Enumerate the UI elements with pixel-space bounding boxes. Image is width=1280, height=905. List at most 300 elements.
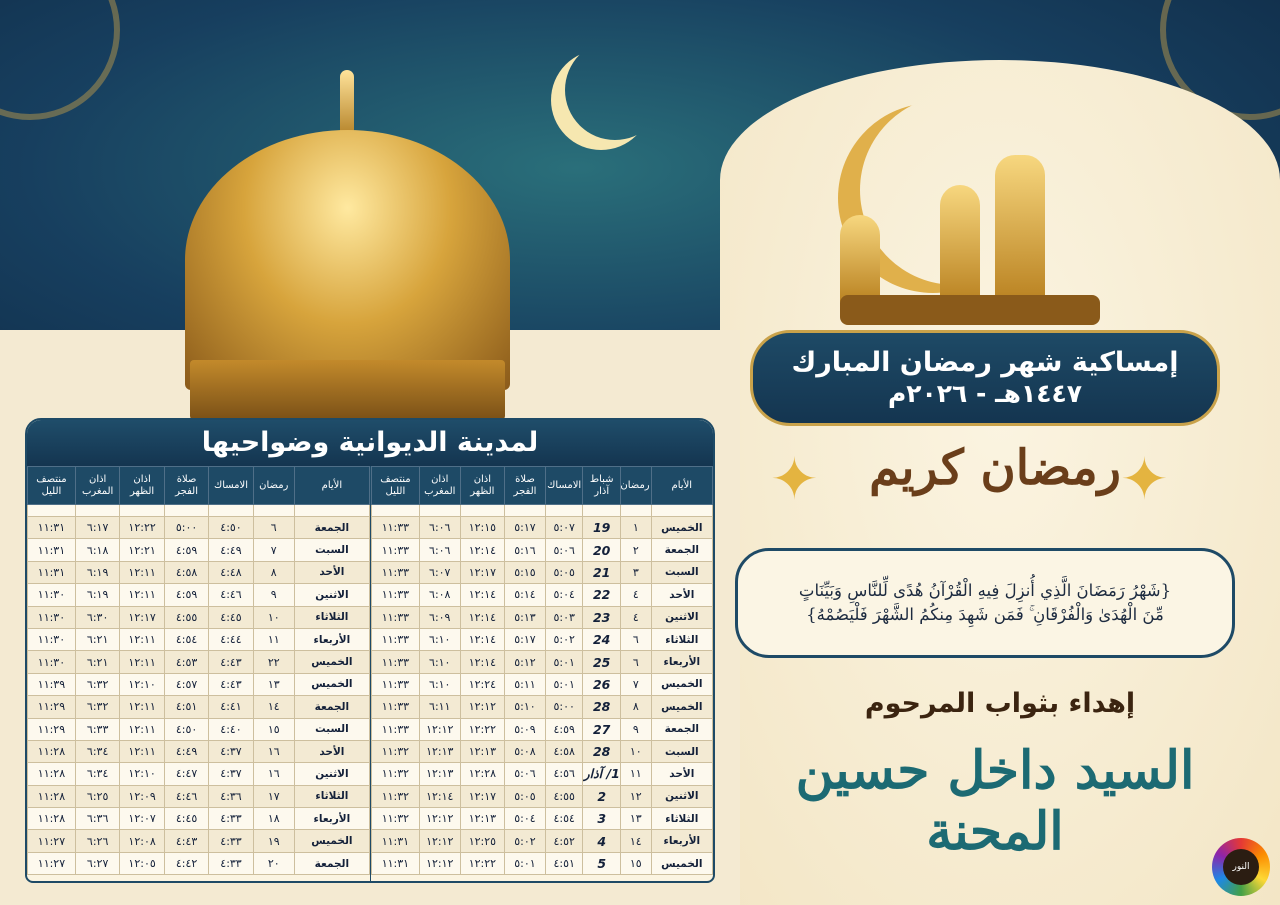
table-cell: ١١:٣٠ (28, 584, 76, 606)
table-cell: ١١:٢٩ (28, 696, 76, 718)
table-cell: ٤:٤٥ (209, 606, 253, 628)
deceased-name-calligraphy: السيد داخل حسين المحنة (795, 740, 1195, 862)
table-cell: ١ (620, 517, 651, 539)
table-cell: ٤:٣٧ (209, 763, 253, 785)
table-cell: ١٢:٢٢ (460, 852, 504, 874)
table-title: لمدينة الديوانية وضواحيها (27, 420, 713, 466)
table-cell: ١١:٢٨ (28, 740, 76, 762)
table-cell: ٣ (620, 561, 651, 583)
table-cell: ١٧ (253, 785, 294, 807)
spacer-cell (253, 505, 294, 517)
column-header: رمضان (620, 467, 651, 505)
table-cell: ٦:٠٦ (419, 517, 460, 539)
star-icon: ✦ (1120, 445, 1169, 513)
table-cell: ١٨ (253, 808, 294, 830)
spacer-row (28, 505, 370, 517)
table-cell: ١١:٣٢ (372, 763, 420, 785)
table-cell: ٤:٥٢ (545, 830, 583, 852)
table-row (372, 696, 713, 718)
spacer-cell (120, 505, 164, 517)
table-cell: ١١:٢٨ (28, 785, 76, 807)
table-cell: ٩ (253, 584, 294, 606)
table-cell: ١٢:٠٧ (120, 808, 164, 830)
star-icon: ✦ (770, 445, 819, 513)
title-banner (750, 330, 1220, 426)
spacer-cell (294, 505, 369, 517)
table-cell: ١٢:٢١ (120, 539, 164, 561)
table-cell: 3 (583, 808, 621, 830)
column-header: اذان المغرب (75, 467, 119, 505)
column-header: صلاة الفجر (505, 467, 546, 505)
table-cell: ٦:٢١ (75, 628, 119, 650)
table-cell: ٤ (620, 584, 651, 606)
table-row (28, 606, 370, 628)
dome-base (190, 360, 505, 420)
table-cell: الجمعة (651, 539, 712, 561)
table-cell: ٤:٤٩ (164, 740, 208, 762)
table-cell: ٤:٥٩ (164, 584, 208, 606)
table-row (372, 763, 713, 785)
table-cell: ١١:٣٣ (372, 651, 420, 673)
table-cell: ٥:٠٢ (505, 830, 546, 852)
table-cell: الجمعة (651, 718, 712, 740)
table-cell: ١١:٣٣ (372, 561, 420, 583)
table-cell: 26 (583, 673, 621, 695)
table-cell: ٥:١٢ (505, 651, 546, 673)
table-cell: ١٢:١٣ (419, 740, 460, 762)
table-cell: الخميس (294, 651, 369, 673)
table-cell: ١١:٣٢ (372, 785, 420, 807)
table-cell: ١٢:٢٥ (460, 830, 504, 852)
table-cell: 22 (583, 584, 621, 606)
table-cell: ٥:١٥ (505, 561, 546, 583)
table-cell: ١٢:١١ (120, 651, 164, 673)
banner-title: إمساكية شهر رمضان المبارك (791, 346, 1179, 378)
quran-verse-box (735, 548, 1235, 658)
table-row (372, 718, 713, 740)
table-cell: ١١:٣٣ (372, 673, 420, 695)
table-header-row (372, 467, 713, 505)
spacer-row (372, 505, 713, 517)
table-cell: ١١:٣٣ (372, 606, 420, 628)
table-cell: ٥:١١ (505, 673, 546, 695)
table-cell: ١١:٣٩ (28, 673, 76, 695)
table-cell: الأربعاء (294, 808, 369, 830)
spacer-cell (372, 505, 420, 517)
table-cell: ٦:١٨ (75, 539, 119, 561)
table-cell: السبت (651, 561, 712, 583)
table-cell: ١٢:١٢ (419, 808, 460, 830)
table-cell: ١٢:١٤ (460, 539, 504, 561)
table-cell: ٦:١٠ (419, 673, 460, 695)
table-row (372, 740, 713, 762)
table-cell: ١٥ (620, 852, 651, 874)
table-cell: ٦:٠٨ (419, 584, 460, 606)
table-cell: ٤:٥٤ (545, 808, 583, 830)
table-cell: ١١:٣١ (28, 539, 76, 561)
table-cell: السبت (294, 718, 369, 740)
table-row (28, 673, 370, 695)
table-row (28, 852, 370, 874)
table-row (372, 852, 713, 874)
table-cell: ٦:٣٠ (75, 606, 119, 628)
table-cell: ٢٠ (253, 852, 294, 874)
table-cell: ١٢:١٤ (460, 584, 504, 606)
table-cell: ٦:١٠ (419, 651, 460, 673)
table-cell: الأحد (651, 584, 712, 606)
table-row (28, 561, 370, 583)
table-row (372, 628, 713, 650)
table-cell: 21 (583, 561, 621, 583)
table-cell: ٥:٠٤ (545, 584, 583, 606)
table-cell: ٨ (620, 696, 651, 718)
table-cell: ١٥ (253, 718, 294, 740)
table-cell: ١١:٣٠ (28, 628, 76, 650)
spacer-cell (545, 505, 583, 517)
table-cell: ٦:٣٤ (75, 740, 119, 762)
table-cell: ٦:٢١ (75, 651, 119, 673)
table-cell: ٦:٣٣ (75, 718, 119, 740)
table-row (372, 606, 713, 628)
table-cell: ٥:٠٦ (545, 539, 583, 561)
column-header: الأيام (294, 467, 369, 505)
table-cell: ١١:٣٣ (372, 696, 420, 718)
table-row (28, 696, 370, 718)
table-cell: الأحد (294, 740, 369, 762)
table-cell: ٦ (620, 628, 651, 650)
table-cell: ٤:٥٩ (545, 718, 583, 740)
table-row (372, 539, 713, 561)
table-cell: ١٢:١٣ (460, 740, 504, 762)
table-cell: ١٢:٠٩ (120, 785, 164, 807)
column-header: الامساك (545, 467, 583, 505)
table-cell: ٤:٥١ (545, 852, 583, 874)
table-row (28, 517, 370, 539)
dome-cap (185, 130, 510, 390)
table-cell: ٦:٢٥ (75, 785, 119, 807)
table-cell: الثلاثاء (651, 808, 712, 830)
table-cell: ٨ (253, 561, 294, 583)
table-cell: الاثنين (651, 785, 712, 807)
table-cell: ٤:٤٧ (164, 763, 208, 785)
table-cell: ٦:١٠ (419, 628, 460, 650)
table-cell: ٦:١٩ (75, 561, 119, 583)
table-cell: ٤:٤٨ (209, 561, 253, 583)
table-cell: 24 (583, 628, 621, 650)
table-cell: 28 (583, 696, 621, 718)
table-cell: ١١:٣٠ (28, 606, 76, 628)
quran-verse-text: {شَهْرُ رَمَضَانَ الَّذِي أُنزِلَ فِيهِ الْقُرْآنُ هُدًى لِّلنَّاسِ وَبَيِّنَاتٍ مِّنَ الْهُدَىٰ وَالْفُرْقَانِ ۚ فَمَن شَهِدَ مِنكُمُ الشَّهْرَ فَلْيَصُمْهُ} (798, 581, 1172, 624)
table-cell: ١١:٣٠ (28, 651, 76, 673)
column-header: الامساك (209, 467, 253, 505)
prayer-timetable (25, 418, 715, 883)
table-row (28, 584, 370, 606)
table-cell: الأربعاء (651, 830, 712, 852)
table-cell: ١٠ (253, 606, 294, 628)
table-cell: ١٢:١٢ (460, 696, 504, 718)
table-cell: السبت (294, 539, 369, 561)
spacer-cell (209, 505, 253, 517)
table-cell: ٦:١٩ (75, 584, 119, 606)
table-cell: ٤:٥٩ (164, 539, 208, 561)
table-cell: ٤:٣٣ (209, 808, 253, 830)
table-cell: الثلاثاء (651, 628, 712, 650)
table-cell: 19 (583, 517, 621, 539)
table-cell: ١٢:٢٤ (460, 673, 504, 695)
table-cell: الخميس (294, 673, 369, 695)
spacer-cell (620, 505, 651, 517)
table-cell: ١٢:١٧ (120, 606, 164, 628)
table-cell: ١١:٣١ (28, 517, 76, 539)
table-cell: ٥:٠٧ (545, 517, 583, 539)
spacer-cell (651, 505, 712, 517)
table-cell: ٥:١٠ (505, 696, 546, 718)
table-cell: ٤:٥٥ (545, 785, 583, 807)
table-row (28, 651, 370, 673)
table-cell: ٥:٠٣ (545, 606, 583, 628)
table-cell: ١٣ (620, 808, 651, 830)
column-header: الأيام (651, 467, 712, 505)
table-cell: ١٦ (253, 763, 294, 785)
dates-tray (840, 295, 1100, 325)
table-cell: الأحد (294, 561, 369, 583)
table-cell: ٤:٤٩ (209, 539, 253, 561)
table-cell: ٥:٠٦ (505, 763, 546, 785)
table-cell: ٤:٤٣ (164, 830, 208, 852)
table-row (372, 561, 713, 583)
table-cell: ٤:٤٦ (209, 584, 253, 606)
table-cell: ٥:١٧ (505, 628, 546, 650)
table-cell: ١١:٢٧ (28, 852, 76, 874)
timetable-first-half (370, 466, 713, 881)
table-row (28, 763, 370, 785)
column-header: رمضان (253, 467, 294, 505)
table-cell: الثلاثاء (294, 606, 369, 628)
table-cell: ٦:٢٦ (75, 830, 119, 852)
table-cell: ٤:٤٣ (209, 651, 253, 673)
table-cell: ٦:٠٩ (419, 606, 460, 628)
table-cell: 20 (583, 539, 621, 561)
column-header: اذان المغرب (419, 467, 460, 505)
channel-logo (1212, 838, 1270, 896)
spacer-cell (164, 505, 208, 517)
table-cell: ٦:٣٢ (75, 673, 119, 695)
table-cell: ٦:٢٧ (75, 852, 119, 874)
table-cell: ٤:٥٧ (164, 673, 208, 695)
table-cell: ٤:٤٣ (209, 673, 253, 695)
spacer-cell (505, 505, 546, 517)
table-cell: ٥:٠٥ (545, 561, 583, 583)
crescent-moon-icon (565, 40, 665, 140)
table-cell: ١١:٢٧ (28, 830, 76, 852)
spacer-cell (28, 505, 76, 517)
table-cell: ٧ (253, 539, 294, 561)
golden-dome-image (185, 70, 510, 420)
lantern-icon (995, 155, 1045, 305)
spacer-cell (460, 505, 504, 517)
table-cell: ١٢:١٣ (460, 808, 504, 830)
column-header: اذان الظهر (120, 467, 164, 505)
table-row (372, 830, 713, 852)
table-cell: الاثنين (294, 584, 369, 606)
table-cell: ٥:٠٨ (505, 740, 546, 762)
table-cell: ١٢:٠٥ (120, 852, 164, 874)
table-cell: ١١:٣٣ (372, 539, 420, 561)
table-cell: ١١:٢٩ (28, 718, 76, 740)
table-cell: ١٢:٢٢ (460, 718, 504, 740)
table-header-row (28, 467, 370, 505)
table-cell: 28 (583, 740, 621, 762)
table-cell: الأربعاء (651, 651, 712, 673)
dedication-heading: إهداء بثواب المرحوم (864, 688, 1136, 719)
spacer-cell (419, 505, 460, 517)
table-cell: ١٢:١٤ (419, 785, 460, 807)
table-cell: ٤ (620, 606, 651, 628)
table-cell: ٤:٥٦ (545, 763, 583, 785)
table-row (372, 517, 713, 539)
table-cell: ٤:٤٤ (209, 628, 253, 650)
table-cell: الاثنين (294, 763, 369, 785)
table-cell: ١١ (620, 763, 651, 785)
table-cell: 2 (583, 785, 621, 807)
table-cell: ٦:١١ (419, 696, 460, 718)
table-cell: ١١:٣٣ (372, 517, 420, 539)
column-header: منتصف الليل (372, 467, 420, 505)
table-cell: ٢ (620, 539, 651, 561)
table-cell: ٤:٤٠ (209, 718, 253, 740)
table-cell: ١٦ (253, 740, 294, 762)
table-cell: ٥:٠٤ (505, 808, 546, 830)
table-cell: ٥:٠٢ (545, 628, 583, 650)
ramadan-lantern-illustration (830, 95, 1110, 325)
table-cell: ٤:٥٠ (209, 517, 253, 539)
table-cell: ١٢:٢٢ (120, 517, 164, 539)
table-cell: ٤:٤٦ (164, 785, 208, 807)
table-cell: ١١:٣١ (372, 852, 420, 874)
table-cell: ١١:٣٣ (372, 628, 420, 650)
table-cell: الخميس (651, 673, 712, 695)
table-cell: ١١:٢٨ (28, 763, 76, 785)
table-cell: ٥:١٦ (505, 539, 546, 561)
logo-text: النور (1223, 849, 1259, 885)
table-cell: ٦:٣٦ (75, 808, 119, 830)
table-cell: ١٢:١٤ (460, 651, 504, 673)
table-cell: الخميس (651, 852, 712, 874)
table-row (372, 584, 713, 606)
table-cell: ١٢:١١ (120, 718, 164, 740)
table-cell: ١١:٣٢ (372, 808, 420, 830)
table-cell: ١٢:١١ (120, 696, 164, 718)
table-cell: الجمعة (294, 852, 369, 874)
table-cell: ١٢:١٣ (419, 763, 460, 785)
table-cell: 1/ آذار (583, 763, 621, 785)
table-cell: ١٤ (620, 830, 651, 852)
table-cell: الخميس (651, 696, 712, 718)
table-cell: ١١:٢٨ (28, 808, 76, 830)
table-cell: ٤:٤٢ (164, 852, 208, 874)
table-row (28, 539, 370, 561)
table-cell: ١٢:١٧ (460, 785, 504, 807)
table-cell: ٤:٤١ (209, 696, 253, 718)
spacer-cell (583, 505, 621, 517)
spacer-cell (75, 505, 119, 517)
table-cell: ٦:٠٧ (419, 561, 460, 583)
table-cell: ١١:٣٢ (372, 740, 420, 762)
table-cell: ١٠ (620, 740, 651, 762)
table-cell: الخميس (294, 830, 369, 852)
table-cell: ١٢:١٢ (419, 718, 460, 740)
table-cell: ٥:١٧ (505, 517, 546, 539)
table-row (28, 808, 370, 830)
banner-year: ١٤٤٧هـ - ٢٠٢٦م (887, 379, 1083, 409)
table-cell: ٤:٥٥ (164, 606, 208, 628)
table-cell: 25 (583, 651, 621, 673)
table-cell: ٤:٤٥ (164, 808, 208, 830)
table-cell: ٥:٠١ (545, 673, 583, 695)
table-cell: ٦:٣٢ (75, 696, 119, 718)
table-cell: 23 (583, 606, 621, 628)
table-cell: ١٢:٢٨ (460, 763, 504, 785)
table-cell: ٦:١٧ (75, 517, 119, 539)
table-cell: ١٢:١١ (120, 561, 164, 583)
table-cell: ٤:٥٠ (164, 718, 208, 740)
table-cell: ٤:٥٨ (164, 561, 208, 583)
table-cell: ١٢:١٧ (460, 561, 504, 583)
table-cell: الثلاثاء (294, 785, 369, 807)
table-cell: ٥:٠١ (545, 651, 583, 673)
column-header: اذان الظهر (460, 467, 504, 505)
table-cell: ١٢ (620, 785, 651, 807)
table-cell: ١٢:١١ (120, 584, 164, 606)
table-cell: الخميس (651, 517, 712, 539)
table-cell: ٦ (620, 651, 651, 673)
table-cell: الاثنين (651, 606, 712, 628)
table-cell: ٦ (253, 517, 294, 539)
table-cell: ١٢:١٢ (419, 830, 460, 852)
table-cell: ١١ (253, 628, 294, 650)
table-cell: ٥:٠٥ (505, 785, 546, 807)
table-row (372, 785, 713, 807)
table-row (28, 718, 370, 740)
table-cell: ٥:١٤ (505, 584, 546, 606)
table-cell: ٤:٣٦ (209, 785, 253, 807)
table-cell: ١٢:١٥ (460, 517, 504, 539)
table-cell: السبت (651, 740, 712, 762)
table-cell: ١٣ (253, 673, 294, 695)
table-cell: ١٢:١١ (120, 628, 164, 650)
table-cell: ٧ (620, 673, 651, 695)
table-row (372, 808, 713, 830)
lantern-icon (940, 185, 980, 305)
table-cell: ٤:٥٨ (545, 740, 583, 762)
table-cell: ٥:٠٠ (164, 517, 208, 539)
table-cell: ٤:٣٣ (209, 830, 253, 852)
timetable-second-half (27, 466, 370, 881)
table-cell: ٤:٥٣ (164, 651, 208, 673)
table-row (28, 740, 370, 762)
table-row (372, 673, 713, 695)
column-header: منتصف الليل (28, 467, 76, 505)
ramadan-kareem-calligraphy: رمضان كريم (869, 440, 1121, 496)
table-cell: ١١:٣١ (28, 561, 76, 583)
table-cell: ٥:٠٠ (545, 696, 583, 718)
table-cell: ٤:٣٣ (209, 852, 253, 874)
table-cell: 27 (583, 718, 621, 740)
table-cell: ١٢:١٤ (460, 606, 504, 628)
table-cell: 5 (583, 852, 621, 874)
table-cell: ٦:٠٦ (419, 539, 460, 561)
table-cell: ١٢:١١ (120, 740, 164, 762)
